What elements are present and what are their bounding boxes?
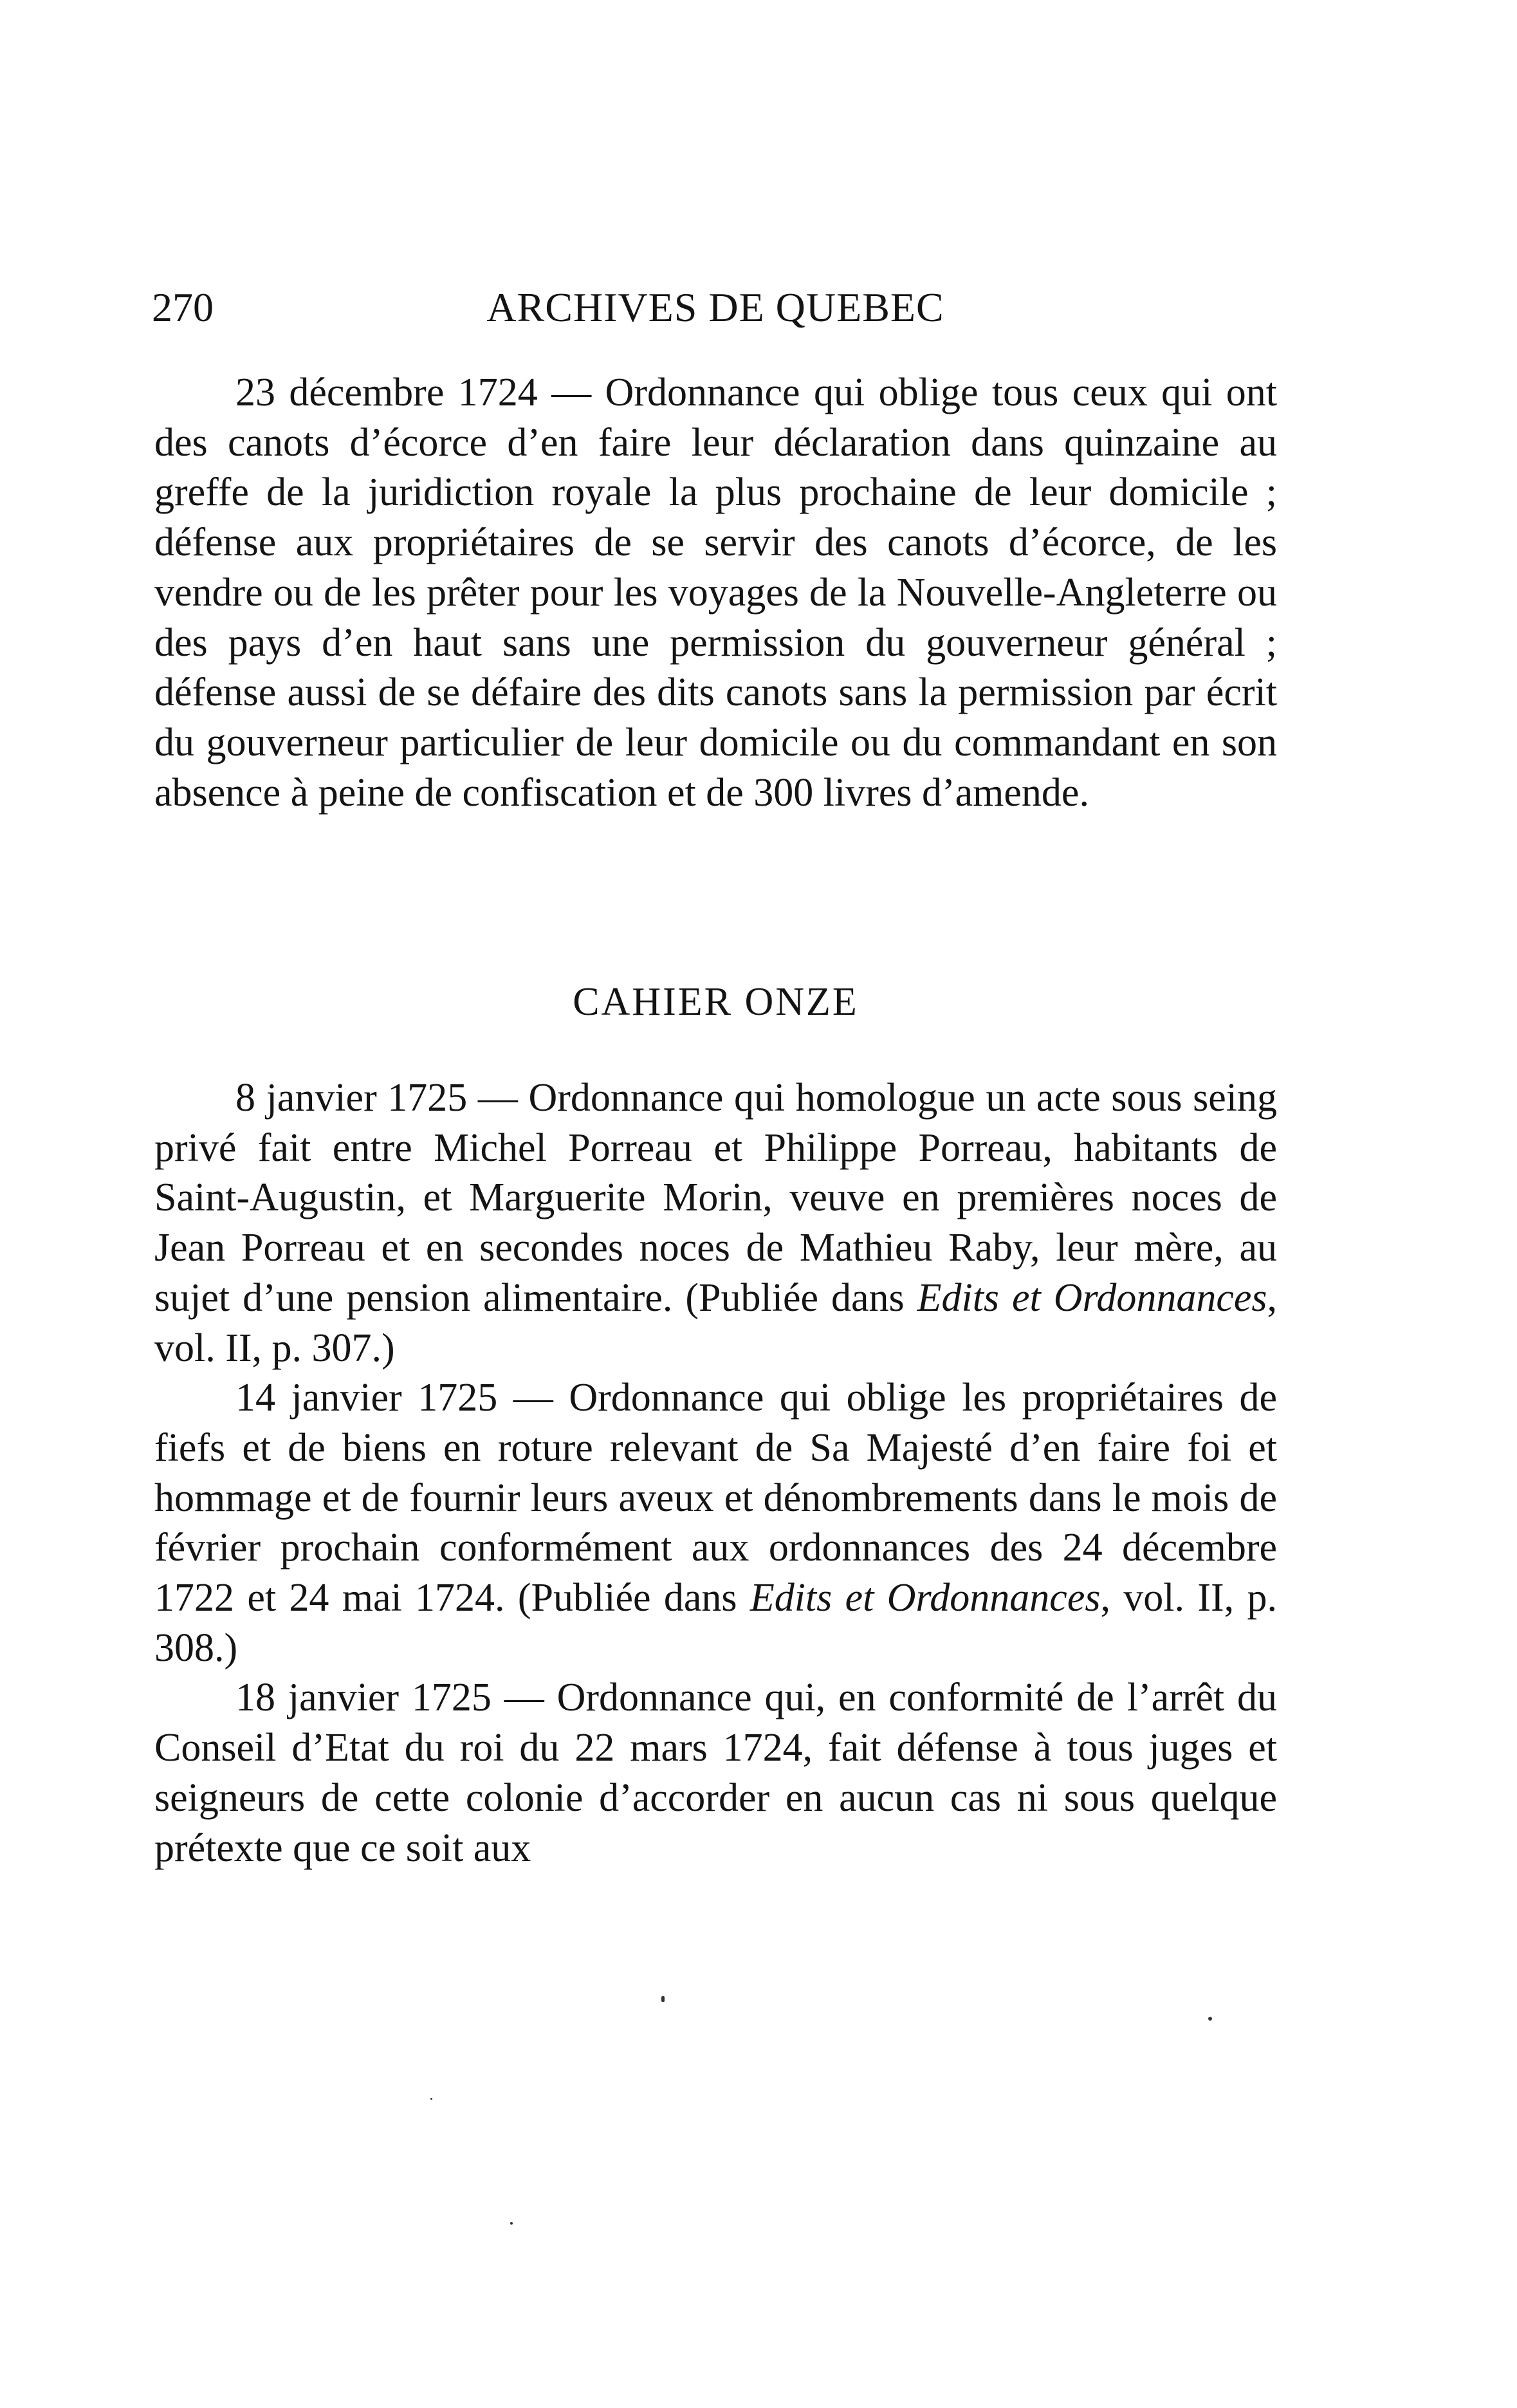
entry-text: 8 janvier 1725 — Ordonnance qui homologue un acte sous seing privé fait entre Michel Porreau et Philippe Porreau, habitants de Saint-Augustin, et Marguerite Morin, veuve en premières noces de Jean Porreau et en secondes noces de Mathieu Raby, leur mère, au sujet d’une pension alimentaire. (Publiée dans [154,1076,1277,1320]
entry-1725-01-08 [154,1073,1277,1373]
scan-speck [510,2222,513,2225]
entry-text: 14 janvier 1725 — Ordonnance qui oblige les propriétaires de fiefs et de biens en roture relevant de Sa Majesté d’en faire foi et hommage et de fournir leurs aveux et dénombrements dans le mois de février prochain conformément aux ordonnances des 24 décembre 1722 et 24 mai 1724. (Publiée dans [154,1376,1277,1620]
scan-speck [661,1996,665,2002]
publication-reference: , vol. II, p. 308.) [154,1576,1277,1670]
publication-reference: , vol. II, p. 307.) [154,1275,1278,1370]
entry-1725-01-18 [154,1673,1277,1873]
running-head [152,282,1279,333]
page-number: 270 [152,284,214,330]
publication-title: Edits et Ordonnances [917,1275,1267,1320]
running-title: ARCHIVES DE QUEBEC [486,284,944,330]
scan-speck [1208,2017,1212,2021]
publication-title: Edits et Ordonnances [749,1576,1101,1620]
text-block-section [154,1073,1277,1873]
section-title: CAHIER ONZE [573,980,859,1024]
scan-speck [430,2098,432,2100]
text-block-before-section [154,368,1277,818]
entry-1724-12-23: 23 décembre 1724 — Ordonnance qui oblige tous ceux qui ont des canots d’écorce d’en faire leur déclaration dans quinzaine au greffe de la juridiction royale la plus prochaine de leur domicile ; défense aux propriétaires de se servir des canots d’écorce, de les vendre ou de les prêter pour les voyages de la Nouvelle-Angleterre ou des pays d’en haut sans une permission du gouverneur général ; défense aussi de se défaire des dits canots sans la permission par écrit du gouverneur particulier de leur domicile ou du commandant en son absence à peine de confiscation et de 300 livres d’amende. [154,371,1277,815]
entry-text: 18 janvier 1725 — Ordonnance qui, en conformité de l’arrêt du Conseil d’Etat du roi du 22 mars 1724, fait défense à tous juges et seigneurs de cette colonie d’accorder en aucun cas ni sous quelque prétexte que ce soit aux [154,1676,1277,1870]
entry-1725-01-14 [154,1373,1277,1673]
